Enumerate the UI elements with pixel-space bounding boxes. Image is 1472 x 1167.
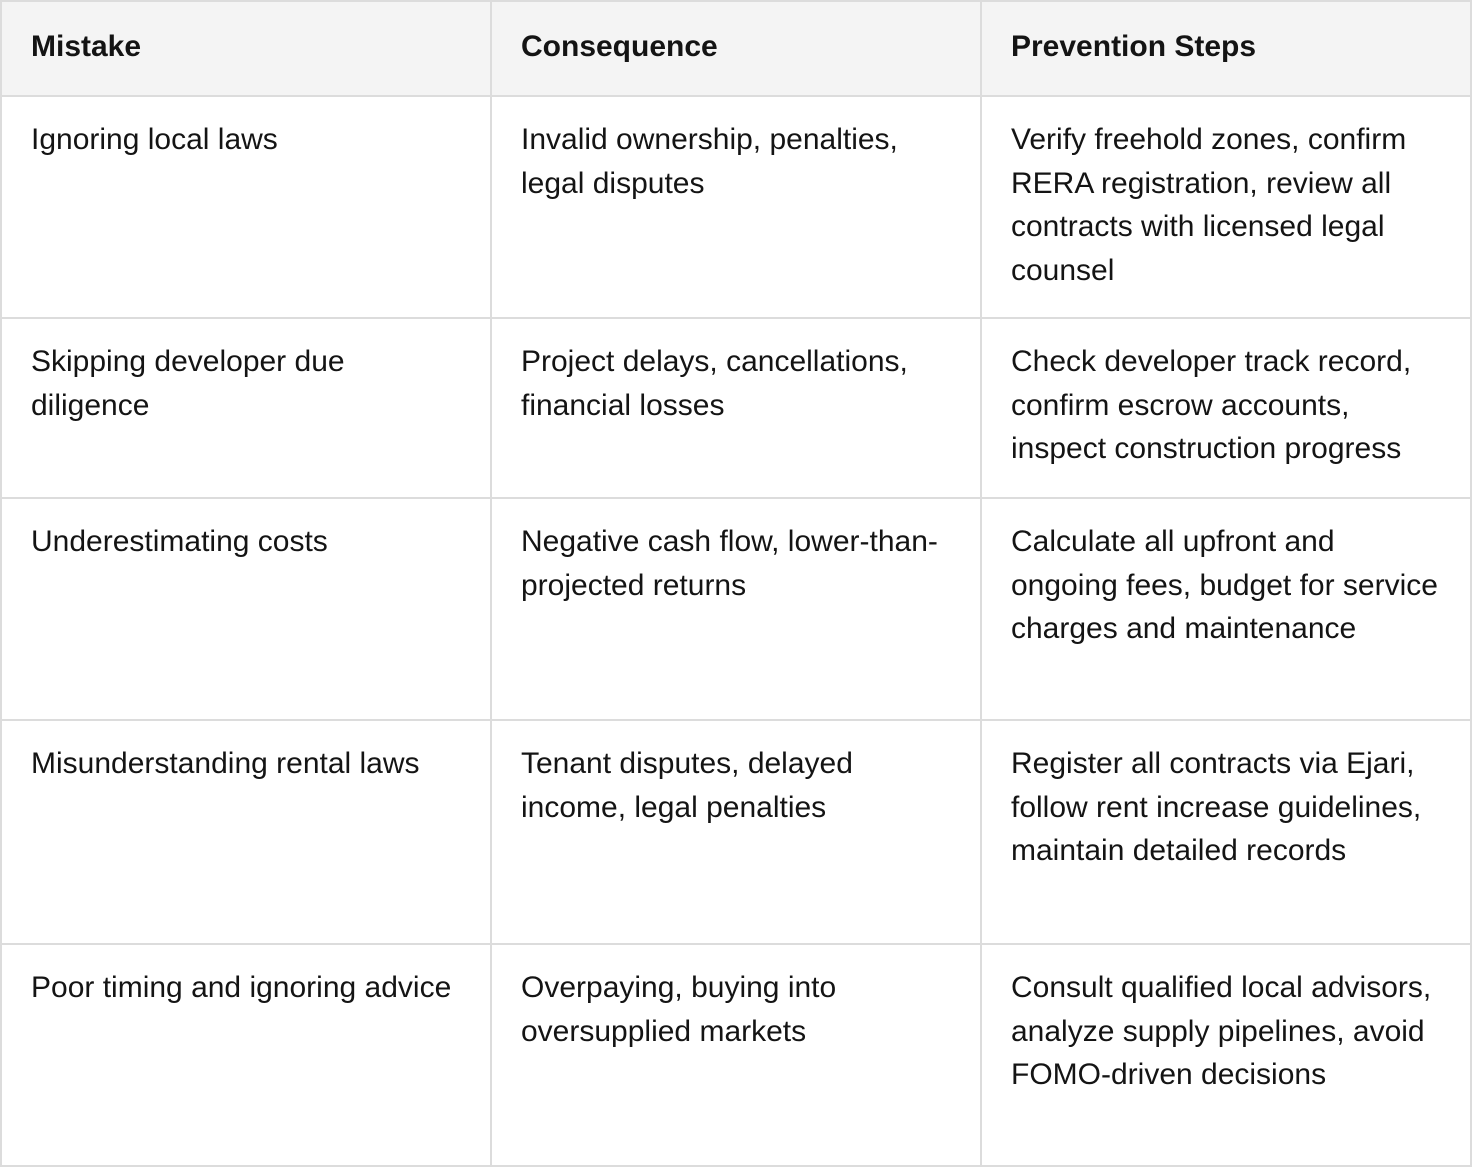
cell-consequence: Project delays, cancellations, financial losses (491, 318, 981, 498)
cell-consequence: Tenant disputes, delayed income, legal penalties (491, 720, 981, 944)
cell-prevention: Consult qualified local advisors, analyze supply pipelines, avoid FOMO-driven decisions (981, 944, 1471, 1166)
cell-mistake: Skipping developer due diligence (1, 318, 491, 498)
cell-mistake: Poor timing and ignoring advice (1, 944, 491, 1166)
table-row (1, 944, 1471, 1166)
cell-prevention: Verify freehold zones, confirm RERA registration, review all contracts with licensed legal counsel (981, 96, 1471, 318)
cell-mistake: Misunderstanding rental laws (1, 720, 491, 944)
table-header-row (1, 1, 1471, 96)
table-row (1, 318, 1471, 498)
cell-prevention: Register all contracts via Ejari, follow rent increase guidelines, maintain detailed records (981, 720, 1471, 944)
cell-prevention: Calculate all upfront and ongoing fees, budget for service charges and maintenance (981, 498, 1471, 720)
header-mistake: Mistake (1, 1, 491, 96)
cell-mistake: Underestimating costs (1, 498, 491, 720)
cell-prevention: Check developer track record, confirm escrow accounts, inspect construction progress (981, 318, 1471, 498)
header-prevention-steps: Prevention Steps (981, 1, 1471, 96)
cell-consequence: Negative cash flow, lower-than-projected returns (491, 498, 981, 720)
table-row (1, 96, 1471, 318)
table-row (1, 720, 1471, 944)
cell-consequence: Overpaying, buying into oversupplied markets (491, 944, 981, 1166)
cell-mistake: Ignoring local laws (1, 96, 491, 318)
header-consequence: Consequence (491, 1, 981, 96)
cell-consequence: Invalid ownership, penalties, legal disputes (491, 96, 981, 318)
table-row (1, 498, 1471, 720)
